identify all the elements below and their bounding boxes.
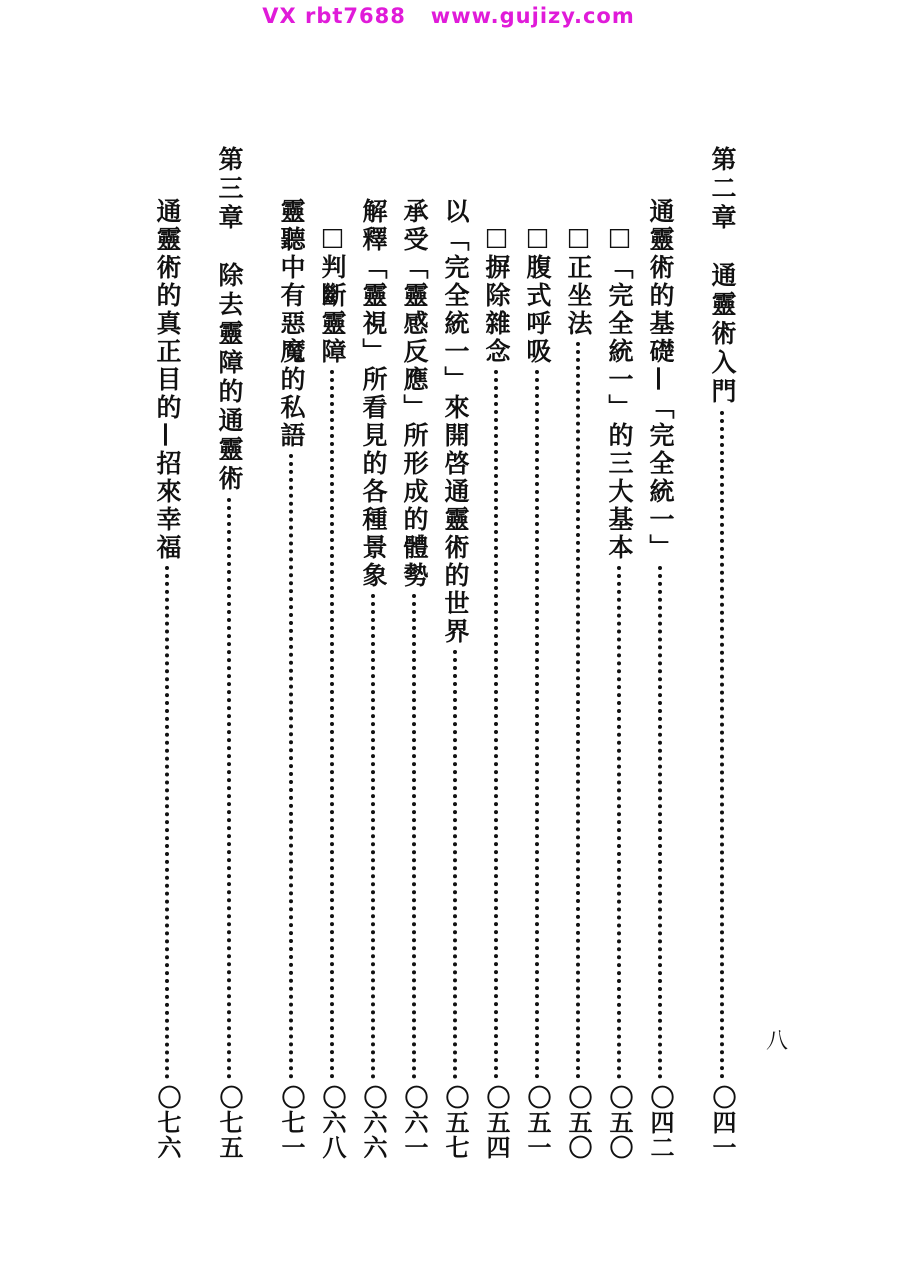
toc-page-number: 〇六一	[400, 1085, 429, 1160]
toc-chapter-3[interactable]	[211, 146, 247, 1161]
toc-entry[interactable]	[601, 222, 637, 1161]
toc-page-number: 〇五一	[523, 1085, 552, 1160]
toc-page-number: 〇四二	[646, 1085, 675, 1160]
toc-leader-dots	[289, 454, 293, 1079]
toc-page-number: 〇四一	[708, 1085, 737, 1160]
toc-title: 第二章 通靈術入門	[708, 146, 737, 407]
toc-title: 解釋「靈視」所看見的各種景象	[359, 198, 388, 590]
toc-page-number: 〇七五	[215, 1085, 244, 1160]
toc-leader-dots	[453, 650, 457, 1079]
toc-page-number: 〇五〇	[564, 1085, 593, 1160]
toc-entry[interactable]	[273, 198, 309, 1161]
watermark: VX rbt7688 www.gujizy.com	[262, 4, 635, 28]
toc-leader-dots	[720, 411, 724, 1079]
toc-chapter-2[interactable]	[704, 146, 740, 1161]
toc-title: 第三章 除去靈障的通靈術	[215, 146, 244, 494]
toc-leader-dots	[371, 594, 375, 1079]
toc-entry[interactable]	[519, 222, 555, 1161]
toc-leader-dots	[535, 370, 539, 1079]
toc-leader-dots	[165, 566, 169, 1079]
toc-leader-dots	[494, 370, 498, 1079]
toc-title: 承受「靈感反應」所形成的體勢	[400, 198, 429, 590]
toc-page-number: 〇七一	[277, 1085, 306, 1160]
toc-entry[interactable]	[149, 198, 185, 1161]
toc-leader-dots	[658, 566, 662, 1079]
toc-title: 通靈術的真正目的—招來幸福	[153, 198, 182, 562]
toc-page-number: 〇七六	[153, 1085, 182, 1160]
toc-leader-dots	[412, 594, 416, 1079]
toc-leader-dots	[576, 342, 580, 1079]
toc-entry[interactable]	[396, 198, 432, 1161]
page-number: 八	[766, 1029, 789, 1054]
toc-title: 以「完全統一」來開啓通靈術的世界	[441, 198, 470, 646]
toc-title: □判斷靈障	[318, 222, 347, 366]
toc-page-number: 〇五四	[482, 1085, 511, 1160]
toc-entry[interactable]	[437, 198, 473, 1161]
toc-entry[interactable]	[478, 222, 514, 1161]
toc-entry[interactable]	[642, 198, 678, 1161]
toc-title: □「完全統一」的三大基本	[605, 222, 634, 562]
toc-title: □摒除雜念	[482, 222, 511, 366]
toc-entry[interactable]	[314, 222, 350, 1161]
toc-page-number: 〇六八	[318, 1085, 347, 1160]
toc-leader-dots	[330, 370, 334, 1079]
toc-page-number: 〇五七	[441, 1085, 470, 1160]
toc-leader-dots	[227, 498, 231, 1079]
toc-page-number: 〇六六	[359, 1085, 388, 1160]
toc-entry[interactable]	[355, 198, 391, 1161]
toc-title: □正坐法	[564, 222, 593, 338]
toc-title: 靈聽中有惡魔的私語	[277, 198, 306, 450]
toc-page-number: 〇五〇	[605, 1085, 634, 1160]
toc-title: □腹式呼吸	[523, 222, 552, 366]
toc-leader-dots	[617, 566, 621, 1079]
toc-entry[interactable]	[560, 222, 596, 1161]
toc-title: 通靈術的基礎—「完全統一」	[646, 198, 675, 562]
